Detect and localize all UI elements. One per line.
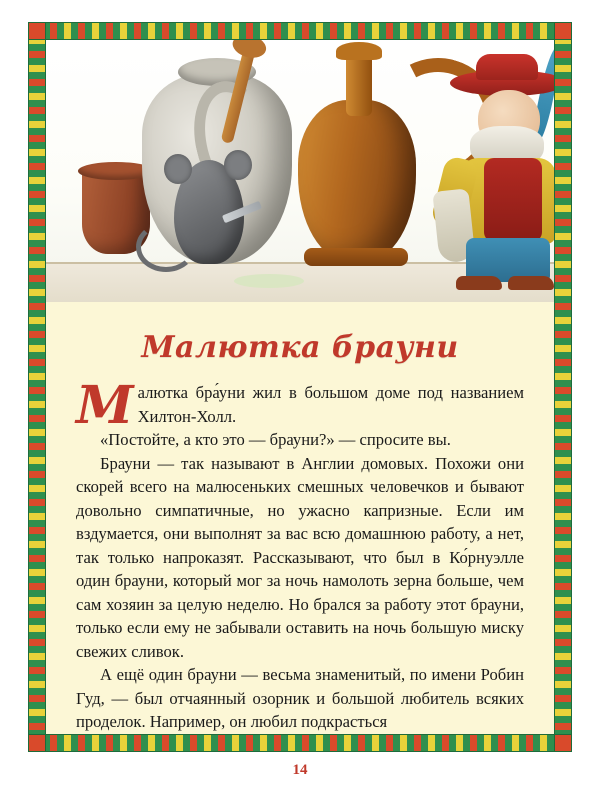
story-text-panel — [46, 302, 554, 734]
paragraph-4: А ещё один брауни — весьма знаменитый, по имени Робин Гуд, — был отчаянный озорник и большой любитель всяких проделок. Например, он любил подкрасться — [76, 665, 524, 731]
paragraph-3: Брауни — так называют в Англии домовых. Похожи они скорей всего на малюсеньких смешных человечков и бывают довольно симпатичные, но ужасно капризные. Если им вздумается, они выполнят за вас всю домашнюю работу, а нет, так только напроказят. Рассказывают, что был в Ко́рнуэлле один брауни, который мог за ночь намолоть зерна больше, чем сам хозяин за целую неделю. Но брался за работу этот брауни, только если ему не забывали оставить на ночь большую миску свежих сливок. — [76, 453, 524, 661]
frame-border-bottom — [28, 734, 572, 752]
mouse-tail — [136, 222, 196, 272]
ewer-neck — [346, 54, 372, 116]
frame-border-left — [28, 22, 46, 752]
story-body — [76, 375, 524, 734]
hat-crown — [476, 54, 538, 80]
illustration — [46, 40, 554, 302]
paragraph-1-text: алютка бра́уни жил в большом доме под названием Хилтон-Холл. — [137, 383, 524, 426]
mouse-ear-right — [224, 150, 252, 180]
frame-border-right — [554, 22, 572, 752]
page-number: 14 — [292, 762, 308, 778]
frame-corner-bottom-left — [28, 734, 46, 752]
frame-corner-bottom-right — [554, 734, 572, 752]
drop-cap: М — [76, 375, 134, 436]
mouse-character — [174, 160, 244, 264]
spilled-cream — [234, 274, 304, 288]
story-title: Малютка брауни — [141, 330, 459, 365]
ewer-base — [304, 248, 408, 266]
man-shoe-left — [456, 276, 502, 290]
frame-corner-top-right — [554, 22, 572, 40]
paragraph-2: «Постойте, а кто это — брауни?» — спросите вы. — [100, 430, 451, 449]
frame-border-top — [28, 22, 572, 40]
paragraph-1 — [76, 375, 524, 436]
decorative-frame — [28, 22, 572, 752]
ewer-lid — [336, 42, 382, 60]
frame-corner-top-left — [28, 22, 46, 40]
mouse-ear-left — [164, 154, 192, 184]
man-shoe-right — [508, 276, 554, 290]
man-vest — [484, 158, 542, 242]
